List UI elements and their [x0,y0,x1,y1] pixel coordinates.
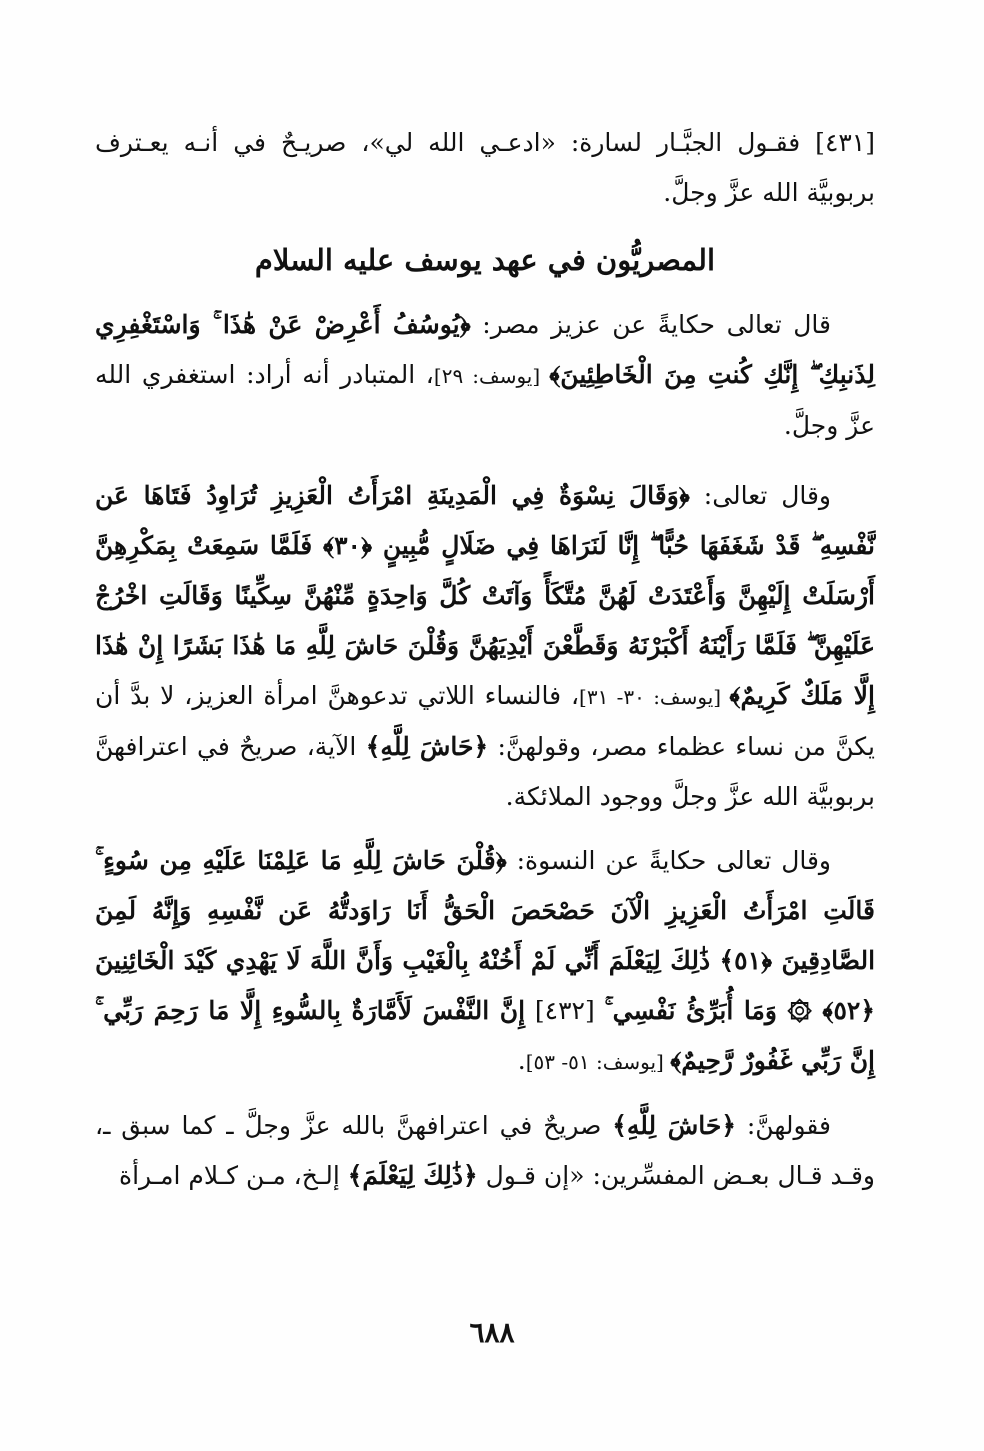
section-heading: المصريُّون في عهد يوسف عليه السلام [254,243,716,277]
paragraph-text: [٤٣١] فقـول الجبَّـار لسارة: «ادعـي الله لي»، صريـحٌ في أنـه يعـترف بربوبيَّة الله عزَّ وجلَّ. [95,128,875,207]
quran-verse: ﴿قُلْنَ حَاشَ لِلَّهِ مَا عَلِمْنَا عَلَيْهِ مِن سُوءٍ ۚ قَالَتِ امْرَأَتُ الْعَزِيزِ الْآنَ حَصْحَصَ الْحَقُّ أَنَا رَاوَدتُّهُ عَن نَّفْسِهِ وَإِنَّهُ لَمِنَ الصَّادِقِينَ ﴿٥١﴾ ذَٰلِكَ لِيَعْلَمَ أَنِّي لَمْ أَخُنْهُ بِالْغَيْبِ وَأَنَّ اللَّهَ لَا يَهْدِي كَيْدَ الْخَائِنِينَ ﴿٥٢﴾ ۞ وَمَا أُبَرِّئُ نَفْسِي ۚ [95,846,876,1025]
quran-verse: ﴿وَقَالَ نِسْوَةٌ فِي الْمَدِينَةِ امْرَأَتُ الْعَزِيزِ تُرَاوِدُ فَتَاهَا عَن نَّفْسِهِ ۖ قَدْ شَغَفَهَا حُبًّا ۖ إِنَّا لَنَرَاهَا فِي ضَلَالٍ مُّبِينٍ ﴿٣٠﴾ فَلَمَّا سَمِعَتْ بِمَكْرِهِنَّ أَرْسَلَتْ إِلَيْهِنَّ وَأَعْتَدَتْ لَهُنَّ مُتَّكَأً وَآتَتْ كُلَّ وَاحِدَةٍ مِّنْهُنَّ سِكِّينًا وَقَالَتِ اخْرُجْ عَلَيْهِنَّ ۖ فَلَمَّا رَأَيْنَهُ أَكْبَرْنَهُ وَقَطَّعْنَ أَيْدِيَهُنَّ وَقُلْنَ حَاشَ لِلَّهِ مَا هَٰذَا بَشَرًا إِنْ هَٰذَا إِلَّا مَلَكٌ كَرِيمٌ﴾ [95,481,876,710]
quran-verse: ﴿حَاشَ لِلَّهِ﴾ [365,732,489,761]
paragraph-aziz [95,300,875,451]
paragraph-gap [95,1087,875,1101]
page-body [95,118,875,1201]
page-number: ٦٨٨ [469,1316,515,1349]
quran-verse: ﴿ذَٰلِكَ لِيَعْلَمَ﴾ [347,1161,478,1190]
quran-verse: ﴿يُوسُفُ أَعْرِضْ عَنْ هَٰذَا ۚ وَاسْتَغْفِرِي لِذَنبِكِ ۖ إِنَّكِ كُنتِ مِنَ الْخَاطِئِينَ﴾ [95,310,875,389]
paragraph-text: إلـخ، مـن كـلام امـرأة [118,1161,348,1190]
paragraph-text: . [517,1046,526,1075]
verse-reference: [يوسف: ٣٠- ٣١] [579,685,730,709]
paragraph-women-testimony [95,836,875,1087]
paragraph-text: وقال تعالى حكايةً عن النسوة: [506,846,832,875]
paragraph-text: قال تعالى حكايةً عن عزيز مصر: [470,310,831,339]
paragraph-text: ، فالنساء اللاتي تدعوهنَّ امرأة العزيز، لا بدَّ أن يكنَّ من نساء عظماء مصر، وقولهنَّ: [95,681,876,761]
paragraph-text: الآية، صريحٌ في اعترافهنَّ بربوبيَّة الله عزَّ وجلَّ ووجود الملائكة. [95,732,875,811]
paragraph-commentary [95,1101,875,1201]
paragraph-gap [95,451,875,471]
paragraph-gap [95,822,875,836]
paragraph-marker: [٤٣٢] [525,996,605,1025]
verse-reference: [يوسف: ٥١- ٥٣] [525,1050,671,1074]
paragraph-text: ، المتبادر أنه أراد: استغفري الله عزَّ وجلَّ. [95,360,875,440]
paragraph-text: صريحٌ في اعترافهنَّ بالله عزَّ وجلَّ ـ كما سبق ـ، وقـد قـال بعـض المفسِّرين: «إن قـول [95,1111,875,1190]
paragraph-text: وقال تعالى: [689,481,831,510]
paragraph-women-of-city [95,471,875,822]
quran-verse: ﴿حَاشَ لِلَّهِ﴾ [612,1111,737,1140]
quran-verse: إِنَّ النَّفْسَ لَأَمَّارَةٌ بِالسُّوءِ إِلَّا مَا رَحِمَ رَبِّي ۚ إِنَّ رَبِّي غَفُورٌ رَّحِيمٌ﴾ [95,996,875,1075]
verse-reference: [يوسف: ٢٩] [433,364,550,388]
paragraph-431 [95,118,875,218]
paragraph-text: فقولهنَّ: [736,1111,831,1140]
